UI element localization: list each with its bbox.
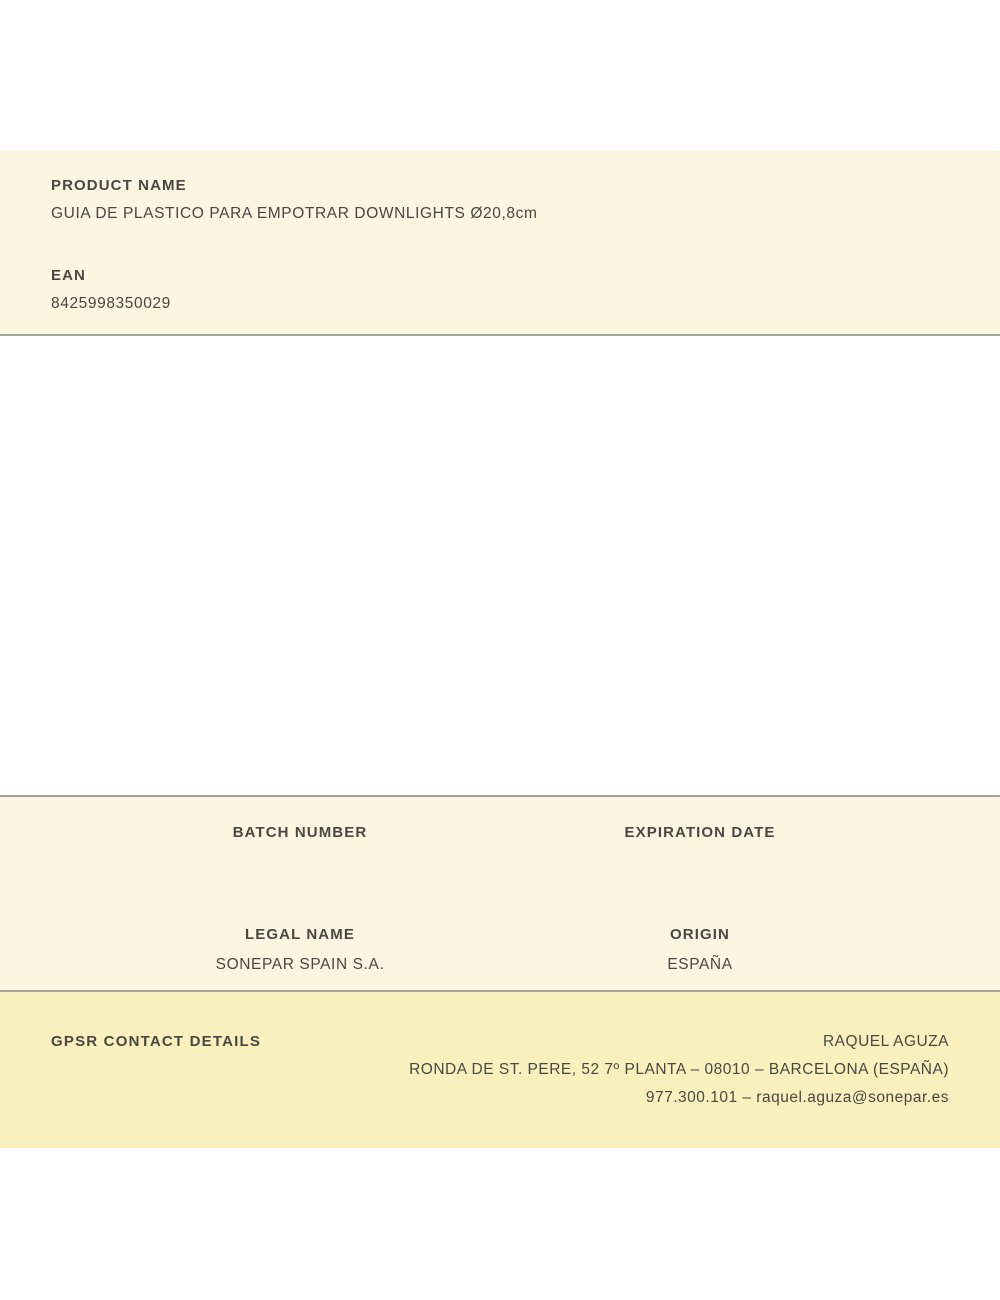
legal-origin-row (100, 926, 900, 974)
middle-whitespace (0, 336, 1000, 795)
batch-number-label: BATCH NUMBER (232, 824, 368, 841)
ean-value: 8425998350029 (51, 295, 171, 312)
gpsr-contact-block (261, 1028, 949, 1148)
expiration-date-label: EXPIRATION DATE (624, 824, 776, 841)
legal-name-value: SONEPAR SPAIN S.A. (215, 956, 385, 973)
origin-value: ESPAÑA (667, 956, 733, 973)
gpsr-contact-section (0, 992, 1000, 1148)
contact-address: RONDA DE ST. PERE, 52 7º PLANTA – 08010 – BARCELONA (ESPAÑA) (409, 1061, 949, 1078)
legal-name-field (100, 926, 500, 974)
product-name-label: PRODUCT NAME (51, 177, 187, 194)
batch-number-field (100, 824, 500, 854)
contact-phone-email: 977.300.101 – raquel.aguza@sonepar.es (645, 1089, 949, 1106)
batch-expiration-row (100, 824, 900, 854)
origin-field (500, 926, 900, 974)
gpsr-contact-label: GPSR CONTACT DETAILS (51, 1033, 262, 1050)
product-name-field (51, 177, 949, 223)
legal-name-label: LEGAL NAME (245, 926, 355, 943)
expiration-date-field (500, 824, 900, 854)
contact-name: RAQUEL AGUZA (822, 1033, 949, 1050)
batch-origin-section (0, 795, 1000, 992)
ean-label: EAN (51, 267, 86, 284)
ean-field (51, 267, 949, 313)
product-name-value: GUIA DE PLASTICO PARA EMPOTRAR DOWNLIGHTS Ø20,8cm (51, 205, 538, 222)
top-whitespace (0, 0, 1000, 151)
product-info-section (0, 151, 1000, 336)
origin-label: ORIGIN (670, 926, 730, 943)
